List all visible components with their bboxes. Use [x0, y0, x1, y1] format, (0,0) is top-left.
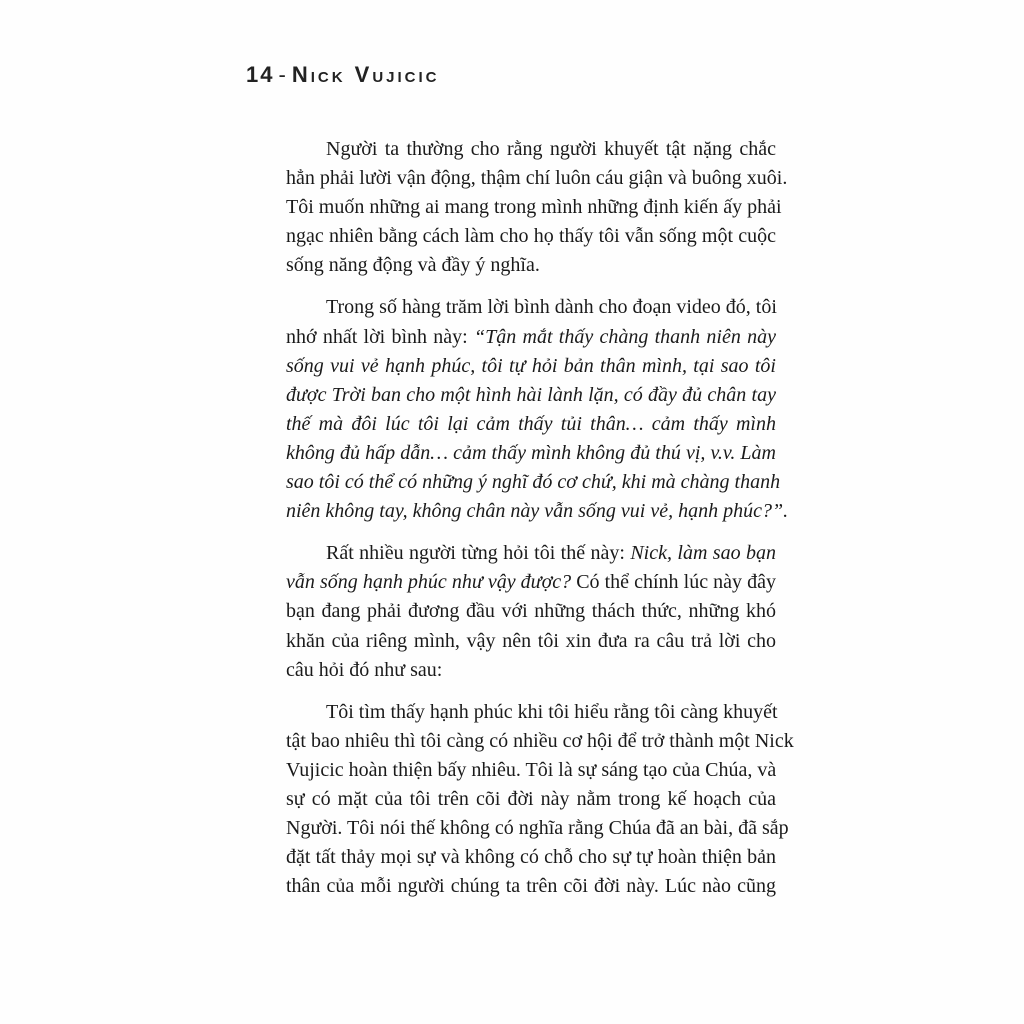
- paragraph-1: [246, 135, 788, 280]
- text-run: Có thể chính lúc này đây: [571, 571, 776, 594]
- quote-run: vẫn sống hạnh phúc như vậy được?: [286, 571, 572, 594]
- text-line: hẳn phải lười vận động, thậm chí luôn cáu giận và buông xuôi.: [286, 167, 788, 190]
- text-line: Tôi tìm thấy hạnh phúc khi tôi hiểu rằng tôi càng khuyết: [326, 700, 778, 723]
- quote-line: không đủ hấp dẫn… cảm thấy mình không đủ thú vị, v.v. Làm: [286, 441, 776, 464]
- page-number: 14: [246, 62, 275, 87]
- text-line: Tôi muốn những ai mang trong mình những định kiến ấy phải: [286, 196, 782, 219]
- text-line: tật bao nhiêu thì tôi càng có nhiều cơ hội để trở thành một Nick: [286, 729, 794, 752]
- quote-line: được Trời ban cho một hình hài lành lặn, có đầy đủ chân tay: [286, 383, 776, 406]
- paragraph-4: [246, 698, 794, 902]
- text-line: thân của mỗi người chúng ta trên cõi đời này. Lúc nào cũng: [286, 875, 776, 898]
- text-line: Trong số hàng trăm lời bình dành cho đoạn video đó, tôi: [326, 296, 777, 319]
- header-separator: -: [278, 62, 288, 87]
- quote-run: Nick, làm sao bạn: [630, 542, 776, 565]
- paragraph-2: [246, 293, 789, 526]
- text-line: Người. Tôi nói thế không có nghĩa rằng Chúa đã an bài, đã sắp: [286, 817, 789, 840]
- quote-line: thế mà đôi lúc tôi lại cảm thấy tủi thân… cảm thấy mình: [286, 412, 776, 435]
- quote-line: sao tôi có thể có những ý nghĩ đó cơ chứ, khi mà chàng thanh: [286, 471, 781, 494]
- quote-run: “Tận mắt thấy chàng thanh niên này: [474, 325, 776, 348]
- text-line: sự có mặt của tôi trên cõi đời này nằm trong kế hoạch của: [286, 787, 776, 810]
- text-run: nhớ nhất lời bình này:: [286, 325, 474, 348]
- text-line: bạn đang phải đương đầu với những thách thức, những khó: [286, 600, 776, 623]
- header-author: Nick Vujicic: [291, 62, 440, 87]
- text-line: khăn của riêng mình, vậy nên tôi xin đưa ra câu trả lời cho: [286, 629, 776, 652]
- text-line: ngạc nhiên bằng cách làm cho họ thấy tôi vẫn sống một cuộc: [286, 225, 776, 248]
- quote-line: niên không tay, không chân này vẫn sống vui vẻ, hạnh phúc?”.: [286, 500, 789, 523]
- quote-line: sống vui vẻ hạnh phúc, tôi tự hỏi bản thân mình, tại sao tôi: [286, 354, 776, 377]
- text-line: Vujicic hoàn thiện bấy nhiêu. Tôi là sự sáng tạo của Chúa, và: [286, 758, 777, 781]
- text-line: sống năng động và đầy ý nghĩa.: [286, 254, 540, 277]
- text-line: Người ta thường cho rằng người khuyết tật nặng chắc: [326, 138, 776, 160]
- text-run: Rất nhiều người từng hỏi tôi thế này:: [326, 542, 631, 565]
- running-header: [246, 62, 440, 88]
- text-line: đặt tất thảy mọi sự và không có chỗ cho sự tự hoàn thiện bản: [286, 846, 776, 869]
- body-text: [246, 135, 794, 914]
- text-line: câu hỏi đó như sau:: [286, 658, 443, 681]
- text-line-mixed: [246, 568, 776, 597]
- text-line-mixed: [246, 539, 776, 568]
- paragraph-3: [246, 539, 776, 684]
- text-line-mixed: [246, 323, 776, 352]
